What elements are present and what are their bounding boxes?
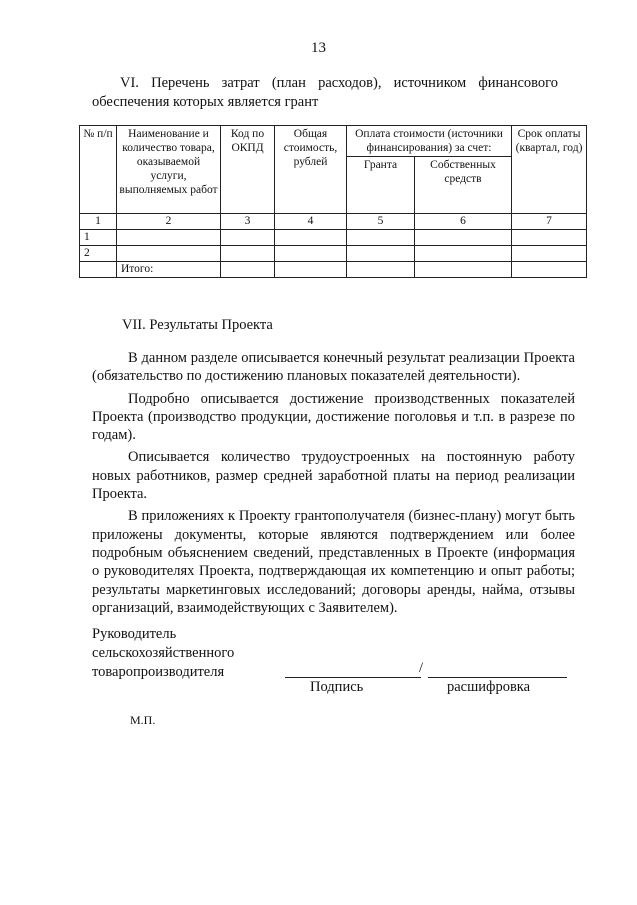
header-num: № п/п [80,126,117,214]
decoding-line [428,661,567,678]
total-label: Итого: [117,262,221,278]
table-cell [275,246,347,262]
header-okpd: Код по ОКПД [221,126,275,214]
header-term: Срок оплаты (квартал, год) [512,126,587,214]
paragraph: Описывается количество трудоустроенных на постоянную работу новых работников, размер средней заработной платы на период реализации Проекта. [92,449,575,503]
table-cell [512,262,587,278]
table-header-row [80,126,587,157]
total-row [80,262,587,278]
table-cell [221,246,275,262]
costs-table [79,125,587,278]
column-number: 4 [275,214,347,230]
section-6-heading-line-1: VI. Перечень затрат (план расходов), источником финансового [120,75,558,91]
paragraph: В приложениях к Проекту грантополучателя (бизнес-плану) могут быть приложены документы, которые являются подтверждением или более подробным объяснением сведений, представленных в Проекте (информация о руководителях Проекта, подтверждающая их компетенцию и опыт работы; результаты маркетинговых исследований; договоры аренды, найма, отзывы организаций, взаимодействующих с Заявителем). [92,508,575,616]
signature-slash: / [419,660,424,676]
signature-label: Подпись [310,679,364,695]
table-row [80,230,587,246]
signer-title-line: Руководитель [92,626,177,642]
section-6-heading [92,74,558,112]
table-cell [275,262,347,278]
table-cell [275,230,347,246]
table-cell [117,246,221,262]
table-cell [221,262,275,278]
signature-line [285,660,424,678]
row-num: 2 [80,246,117,262]
table-cell [512,230,587,246]
column-number-row [80,214,587,230]
table-cell [415,246,512,262]
row-num: 1 [80,230,117,246]
table-cell [415,262,512,278]
section-6-heading-line-2: обеспечения которых является грант [92,94,319,110]
header-own-funds: Собственных средств [415,157,512,214]
paragraph: В данном разделе описывается конечный результат реализации Проекта (обязательство по достижению плановых показателей деятельности). [92,350,575,385]
table-cell [347,262,415,278]
header-name: Наименование и количество товара, оказываемой услуги, выполняемых работ [117,126,221,214]
table-cell [347,230,415,246]
signer-title-line: сельскохозяйственного [92,645,235,661]
column-number: 3 [221,214,275,230]
table-cell [512,246,587,262]
header-grant: Гранта [347,157,415,214]
stamp-placeholder: М.П. [130,713,156,727]
page-number: 13 [311,40,326,56]
decoding-label: расшифровка [447,679,531,695]
table-cell [415,230,512,246]
header-payment-group: Оплата стоимости (источники финансирования) за счет: [347,126,512,157]
paragraph: Подробно описывается достижение производственных показателей Проекта (производство продукции, достижение поголовья и т.п. в разрезе по годам). [92,390,575,444]
column-number: 2 [117,214,221,230]
signer-title [92,625,234,682]
column-number: 6 [415,214,512,230]
header-total-cost: Общая стоимость, рублей [275,126,347,214]
table-cell [221,230,275,246]
signer-title-line: товаропроизводителя [92,664,225,680]
column-number: 1 [80,214,117,230]
section-7-heading: VII. Результаты Проекта [122,317,273,333]
table-cell [117,230,221,246]
section-7-body [92,349,575,621]
table-cell [347,246,415,262]
table-row [80,246,587,262]
column-number: 7 [512,214,587,230]
column-number: 5 [347,214,415,230]
table-cell [80,262,117,278]
